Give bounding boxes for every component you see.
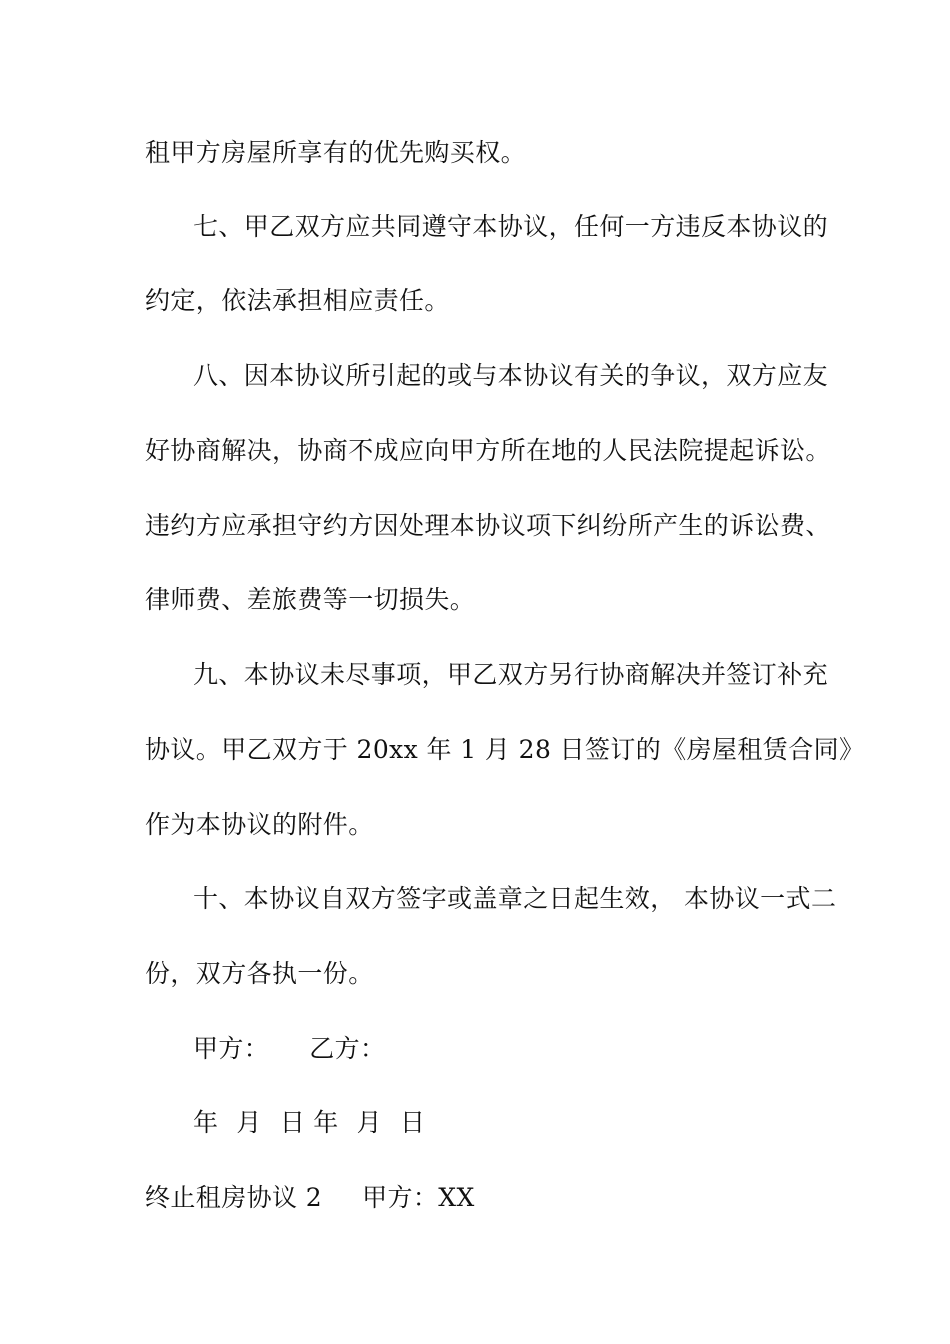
paragraph-line: 协议。甲乙双方于 20xx 年 1 月 28 日签订的《房屋租赁合同》: [145, 735, 865, 764]
paragraph-line: 约定，依法承担相应责任。: [145, 286, 450, 315]
paragraph-line: 份，双方各执一份。: [145, 959, 374, 988]
paragraph-line: 十、本协议自双方签字或盖章之日起生效， 本协议一式二: [193, 884, 837, 913]
next-section-line: [145, 1182, 475, 1214]
year-label: 年: [193, 1108, 219, 1137]
date-line: [193, 1107, 425, 1139]
paragraph-line: 好协商解决，协商不成应向甲方所在地的人民法院提起诉讼。: [145, 436, 831, 465]
next-agreement-title: 终止租房协议 2: [145, 1183, 323, 1212]
paragraph-line: 租甲方房屋所享有的优先购买权。: [145, 138, 527, 167]
month-label: 月: [236, 1108, 262, 1137]
month-label: 月: [356, 1108, 383, 1137]
paragraph-line: 违约方应承担守约方因处理本协议项下纠纷所产生的诉讼费、: [145, 511, 831, 540]
paragraph-line: 七、甲乙双方应共同遵守本协议，任何一方违反本协议的: [193, 212, 829, 241]
paragraph-line: 律师费、差旅费等一切损失。: [145, 585, 476, 614]
paragraph-line: 作为本协议的附件。: [145, 810, 374, 839]
year-label: 年: [313, 1108, 339, 1137]
day-label: 日: [400, 1108, 426, 1137]
party-a-label: 甲方：: [193, 1034, 270, 1063]
day-label: 日: [279, 1108, 306, 1137]
paragraph-line: 九、本协议未尽事项，甲乙双方另行协商解决并签订补充: [193, 660, 829, 689]
next-party-a: 甲方：XX: [362, 1183, 475, 1212]
paragraph-line: 八、因本协议所引起的或与本协议有关的争议，双方应友: [193, 361, 829, 390]
party-b-label: 乙方：: [309, 1034, 386, 1063]
signature-line: [193, 1033, 385, 1065]
